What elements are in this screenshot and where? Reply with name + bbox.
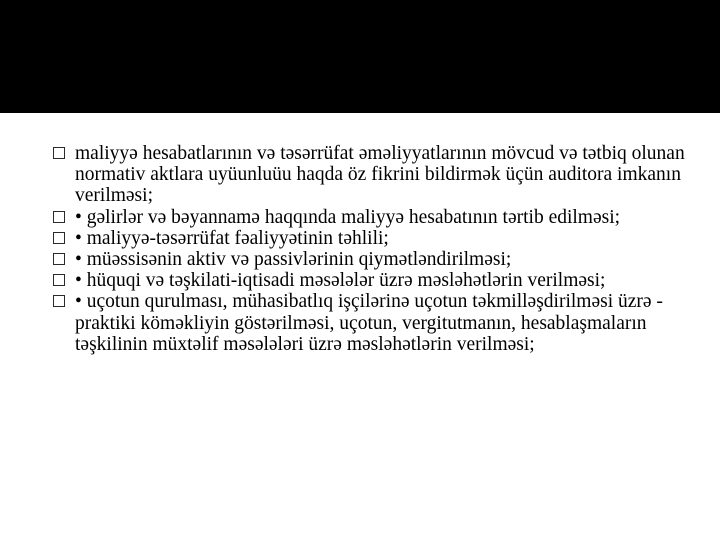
missing-glyph-box-icon xyxy=(53,274,65,286)
list-item-text: • gəlirlər və bəyannamə haqqında maliyyə hesabatının tərtib edilməsi; xyxy=(75,206,621,228)
list-item-text: • uçotun qurulması, mühasibatlıq işçilərinə uçotun təkmilləşdirilməsi üzrə -praktiki köməkliyin göstərilməsi, uçotun, vergitutmanın, hesablaşmaların təşkilinin müxtəlif məsələləri üzrə məsləhətlərin verilməsi; xyxy=(75,291,663,355)
list-item-text: maliyyə hesabatlarının və təsərrüfat əməliyyatlarının mövcud və tətbiq olunan normativ aktlara uyüunluüu haqda öz fikrini bildirmək üçün auditora imkanın verilməsi; xyxy=(75,143,685,207)
list-item-text: • müəssisənin aktiv və passivlərinin qiymətləndirilməsi; xyxy=(75,249,512,271)
list-item xyxy=(49,143,704,207)
list-item xyxy=(49,249,704,270)
list-item xyxy=(49,291,704,355)
list-item xyxy=(49,228,704,249)
list-item xyxy=(49,270,704,291)
list-item-text: • hüquqi və təşkilati-iqtisadi məsələlər üzrə məsləhətlərin verilməsi; xyxy=(75,270,606,292)
missing-glyph-box-icon xyxy=(53,147,65,159)
header-band xyxy=(0,0,720,113)
missing-glyph-box-icon xyxy=(53,253,65,265)
list-item-text: • maliyyə-təsərrüfat fəaliyyətinin təhlili; xyxy=(75,227,389,249)
list-item xyxy=(49,207,704,228)
missing-glyph-box-icon xyxy=(53,211,65,223)
bullet-list xyxy=(49,143,704,355)
missing-glyph-box-icon xyxy=(53,295,65,307)
missing-glyph-box-icon xyxy=(53,232,65,244)
